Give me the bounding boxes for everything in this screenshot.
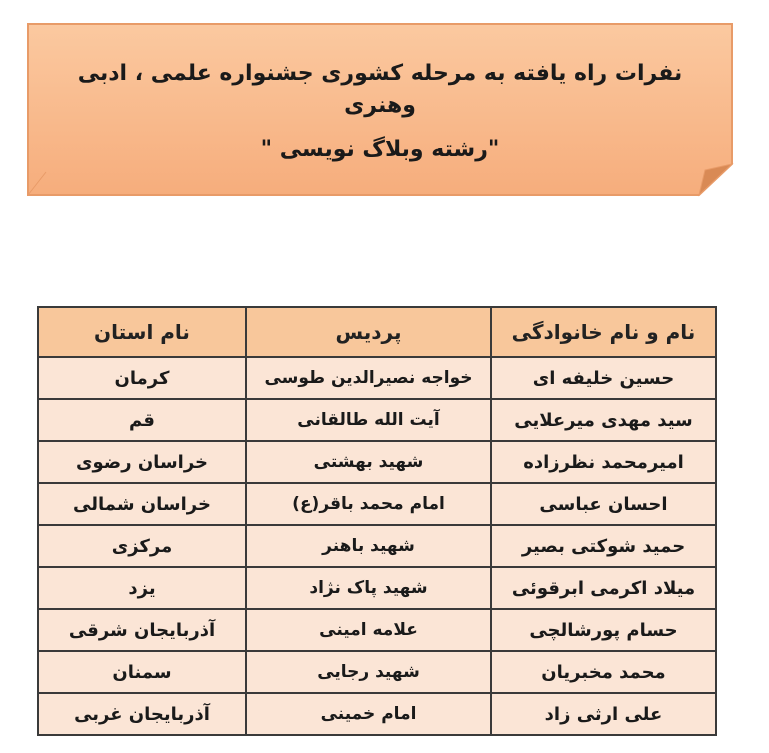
cell-full-name: احسان عباسی [491,483,716,525]
cell-province: خراسان رضوی [38,441,246,483]
cell-campus: شهید بهشتی [246,441,491,483]
cell-full-name: حسین خلیفه ای [491,357,716,399]
table-row [38,651,716,693]
table-row [38,483,716,525]
cell-campus: امام محمد باقر(ع) [246,483,491,525]
cell-campus: خواجه نصیرالدین طوسی [246,357,491,399]
cell-province: یزد [38,567,246,609]
table-row [38,693,716,735]
cell-province: کرمان [38,357,246,399]
cell-campus: شهید پاک نژاد [246,567,491,609]
title-banner [26,22,734,197]
cell-province: خراسان شمالی [38,483,246,525]
cell-full-name: محمد مخبریان [491,651,716,693]
cell-full-name: میلاد اکرمی ابرقوئی [491,567,716,609]
banner-title-line2: "رشته وبلاگ نویسی " [260,137,500,162]
table-row [38,525,716,567]
table-row [38,357,716,399]
cell-province: سمنان [38,651,246,693]
cell-province: آذربایجان شرقی [38,609,246,651]
header-campus: پردیس [246,307,491,357]
cell-full-name: حمید شوکتی بصیر [491,525,716,567]
cell-full-name: علی ارثی زاد [491,693,716,735]
cell-full-name: امیرمحمد نظرزاده [491,441,716,483]
table-row [38,441,716,483]
cell-campus: شهید رجایی [246,651,491,693]
cell-province: مرکزی [38,525,246,567]
results-table [37,306,717,736]
table-header-row [38,307,716,357]
header-province: نام استان [38,307,246,357]
cell-campus: شهید باهنر [246,525,491,567]
banner-title-line1: نفرات راه یافته به مرحله کشوری جشنواره علمی ، ادبی وهنری [77,61,683,118]
cell-campus: آیت الله طالقانی [246,399,491,441]
cell-full-name: حسام پورشالچی [491,609,716,651]
header-full-name: نام و نام خانوادگی [491,307,716,357]
cell-full-name: سید مهدی میرعلایی [491,399,716,441]
table-row [38,567,716,609]
cell-province: قم [38,399,246,441]
table-row [38,609,716,651]
table-row [38,399,716,441]
cell-campus: علامه امینی [246,609,491,651]
cell-campus: امام خمینی [246,693,491,735]
results-table-container [37,306,715,736]
cell-province: آذربایجان غربی [38,693,246,735]
